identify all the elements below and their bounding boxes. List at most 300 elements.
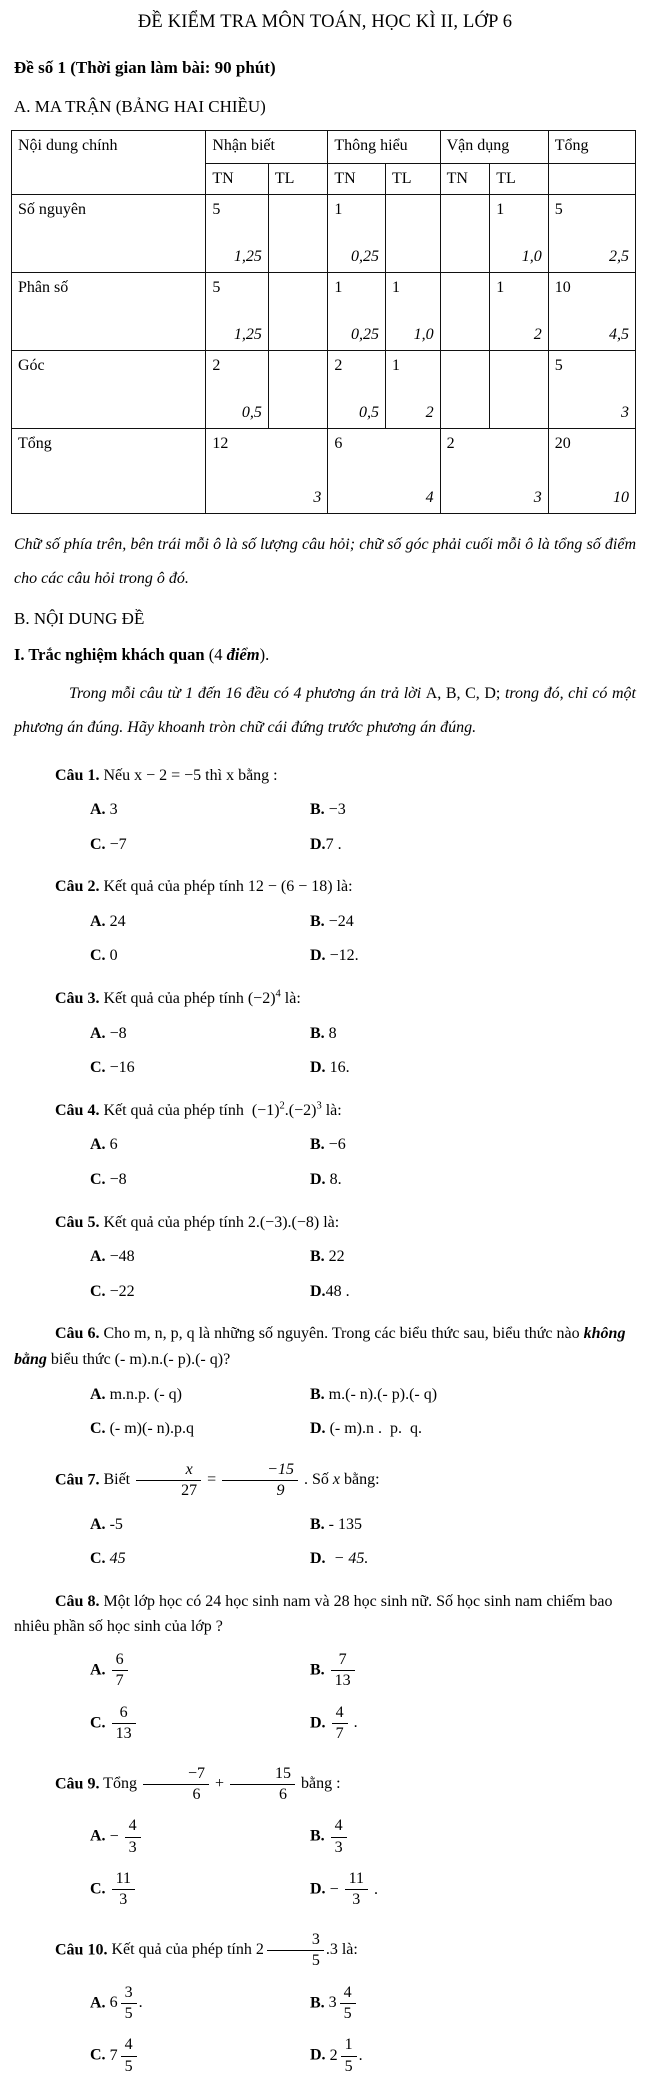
option-D	[310, 943, 636, 969]
matrix-cell	[206, 272, 269, 350]
numerator: 3	[267, 1931, 324, 1951]
instruction-roman-run: A, B, C, D;	[425, 684, 501, 702]
fraction	[121, 1984, 137, 2024]
matrix-subcol-tl: TL	[268, 163, 327, 194]
cell-question-count: 2	[446, 434, 455, 452]
question-label: Câu 6.	[55, 1325, 100, 1343]
option-value	[329, 1870, 378, 1909]
option-label: C.	[90, 1420, 110, 1438]
page-title: ĐỀ KIỂM TRA MÔN TOÁN, HỌC KÌ II, LỚP 6	[137, 12, 513, 32]
fraction	[341, 2036, 357, 2076]
matrix-cell	[268, 350, 327, 428]
matrix-note: Chữ số phía trên, bên trái mỗi ô là số lượng câu hỏi; chữ số góc phải cuối mỗi ô là tổng số điểm cho các câu hỏi trong ô đó.	[14, 535, 636, 587]
matrix-body	[12, 194, 636, 513]
question-label: Câu 2.	[55, 878, 100, 896]
question-label: Câu 9.	[55, 1775, 100, 1793]
cell-question-count: 1	[496, 200, 505, 218]
option-B	[310, 1512, 636, 1538]
matrix-cell-box	[496, 353, 541, 426]
question-4	[14, 1098, 636, 1193]
cell-score: 3	[533, 489, 542, 507]
cell-question-count: 1	[334, 278, 343, 296]
option-value	[110, 1550, 126, 1567]
option-A	[90, 1021, 310, 1047]
matrix-cell-box	[334, 275, 379, 348]
matrix-subcol-tl: TL	[490, 163, 548, 194]
text-run: −8	[109, 1171, 127, 1189]
option-value	[110, 1386, 182, 1403]
mcq-heading-pre: (4	[204, 645, 227, 665]
denominator: 13	[115, 1725, 132, 1743]
option-value	[329, 1650, 357, 1690]
question-text	[103, 1460, 380, 1500]
matrix-cell	[328, 350, 386, 428]
option-D	[310, 1868, 636, 1912]
matrix-subcol-empty	[548, 163, 635, 194]
matrix-subcol-tn: TN	[440, 163, 490, 194]
option-value	[110, 913, 126, 930]
text-run: −12.	[329, 947, 359, 965]
cell-score: 1,25	[233, 326, 262, 344]
question-label: Câu 1.	[55, 766, 100, 784]
text-run: là:	[321, 1101, 342, 1119]
option-value	[326, 1283, 350, 1300]
fraction	[112, 1870, 135, 1910]
numerator: 4	[331, 1817, 347, 1837]
numerator: 7	[331, 1651, 355, 1671]
option-value	[329, 913, 354, 930]
text-run: Kết quả của phép tính (−1)	[103, 1101, 280, 1119]
cell-question-count: 20	[554, 434, 571, 452]
options-grid	[14, 1382, 636, 1442]
option-label: C.	[90, 947, 110, 965]
option-value	[110, 801, 118, 818]
option-value	[329, 1817, 349, 1856]
matrix-cell-box	[334, 353, 379, 426]
fraction	[136, 1461, 201, 1501]
cell-question-count: 6	[334, 434, 343, 452]
text-run: 8.	[329, 1171, 342, 1189]
matrix-cell	[206, 194, 269, 272]
mcq-heading-points: điểm	[226, 645, 260, 665]
cell-score: 0,5	[359, 404, 379, 422]
text-run: −24	[328, 912, 354, 930]
italic-run: − 45.	[329, 1550, 369, 1568]
option-C	[90, 1167, 310, 1193]
matrix-cell	[548, 194, 635, 272]
text-run: .3 là:	[325, 1941, 358, 1959]
bold-italic-run: không bằng	[14, 1325, 630, 1369]
matrix-cell	[440, 272, 490, 350]
option-label: B.	[310, 1248, 329, 1266]
option-value	[329, 1386, 437, 1403]
text-run: 3	[109, 801, 118, 819]
option-label: A.	[90, 1994, 110, 2012]
cell-question-count: 5	[212, 200, 221, 218]
options-grid	[14, 1512, 636, 1572]
question-8	[14, 1589, 636, 1746]
option-value	[329, 1136, 346, 1153]
question-text	[103, 878, 352, 895]
option-A	[90, 1982, 310, 2026]
cell-score: 1,0	[521, 248, 542, 266]
text-run: .	[370, 1880, 378, 1898]
text-run: Biết	[103, 1471, 135, 1489]
matrix-cell	[328, 194, 386, 272]
matrix-cell-box	[447, 353, 484, 426]
matrix-cell-box	[212, 197, 262, 270]
mcq-heading-bold: I. Trắc nghiệm khách quan	[14, 645, 205, 665]
fraction	[222, 1461, 298, 1501]
option-C	[90, 943, 310, 969]
fraction	[125, 1817, 141, 1857]
question-text	[103, 1102, 341, 1119]
text-run: Kết quả của phép tính (−2)	[103, 990, 276, 1008]
matrix-cell-box	[555, 431, 629, 511]
option-D	[310, 1546, 636, 1572]
matrix-cell-box	[447, 275, 484, 348]
question-label: Câu 4.	[55, 1101, 100, 1119]
cell-score: 0,5	[241, 404, 262, 422]
option-label: C.	[90, 835, 110, 853]
text-run: bằng:	[339, 1471, 380, 1489]
matrix-cell-box	[212, 431, 321, 511]
denominator: 5	[311, 1952, 320, 1970]
denominator: 5	[344, 2057, 353, 2075]
matrix-cell	[268, 194, 327, 272]
numerator: 11	[345, 1870, 368, 1890]
exponent: 3	[316, 1100, 322, 1112]
text-run: .(−2)	[284, 1101, 317, 1119]
denominator: 6	[192, 1785, 201, 1803]
option-label: B.	[310, 1515, 329, 1533]
options-grid	[14, 797, 636, 857]
question-label: Câu 8.	[55, 1592, 100, 1610]
option-B	[310, 1649, 636, 1693]
cell-question-count: 5	[212, 278, 221, 296]
option-value	[328, 1983, 358, 2023]
matrix-cell	[440, 350, 490, 428]
matrix-subcol-tn: TN	[206, 163, 269, 194]
cell-question-count: 1	[392, 356, 400, 374]
text-run: Kết quả của phép tính 12 − (6 − 18) là:	[103, 878, 353, 896]
cell-score: 2	[533, 326, 542, 344]
fraction	[143, 1765, 209, 1805]
option-A	[90, 1132, 310, 1158]
option-B	[310, 1244, 636, 1270]
matrix-row	[12, 350, 636, 428]
option-A	[90, 1815, 310, 1859]
instruction-italic-run: Trong mỗi câu từ 1 đến 16 đều có 4 phương án trả lời	[69, 684, 426, 702]
cell-question-count: 2	[212, 356, 221, 374]
cell-question-count: 10	[554, 278, 571, 296]
question-label: Câu 3.	[55, 990, 100, 1008]
option-value	[110, 1059, 135, 1076]
fraction	[345, 1870, 368, 1910]
option-label: C.	[90, 1714, 110, 1732]
option-D	[310, 1055, 636, 1081]
denominator: 5	[124, 2005, 133, 2023]
text-run: −8	[109, 1024, 127, 1042]
option-label: A.	[90, 1248, 110, 1266]
option-label: B.	[310, 1024, 329, 1042]
denominator: 6	[279, 1785, 288, 1803]
text-run: 8	[328, 1024, 337, 1042]
option-A	[90, 1512, 310, 1538]
numerator: 6	[112, 1651, 128, 1671]
option-label: D.	[310, 2046, 330, 2064]
question-text	[103, 1214, 339, 1231]
cell-score: 2,5	[609, 248, 629, 266]
option-label: D.	[310, 947, 330, 965]
text-run: bằng :	[297, 1775, 341, 1793]
question-3	[14, 986, 636, 1081]
fraction	[230, 1765, 295, 1805]
option-label: A.	[90, 912, 110, 930]
cell-question-count: 5	[554, 200, 563, 218]
matrix-cell-box	[275, 197, 321, 270]
text-run: Một lớp học có 24 học sinh nam và 28 học sinh nữ. Số học sinh nam chiếm bao nhiêu phần số học sinh của lớp ?	[14, 1592, 617, 1636]
question-head	[14, 1929, 636, 1973]
matrix-cell-box	[555, 353, 629, 426]
option-value	[110, 1025, 127, 1042]
option-value	[110, 1650, 130, 1690]
matrix-cell	[206, 428, 328, 513]
option-label: C.	[90, 1059, 110, 1077]
denominator: 3	[334, 1838, 343, 1856]
options-grid	[14, 1132, 636, 1192]
denominator: 3	[119, 1891, 128, 1909]
option-D	[310, 1279, 636, 1305]
denominator: 3	[352, 1891, 361, 1909]
text-run: 6	[109, 1136, 118, 1154]
numerator: 6	[112, 1704, 136, 1724]
text-run: - 135	[328, 1515, 362, 1533]
option-value	[109, 1817, 143, 1856]
option-value	[110, 1248, 135, 1265]
option-value	[109, 1983, 143, 2023]
text-run: −48	[109, 1248, 135, 1266]
text-run: Nếu x − 2 = −5 thì x bằng :	[103, 766, 278, 784]
options-grid	[14, 1244, 636, 1304]
option-value	[110, 1870, 137, 1909]
matrix-cell-box	[447, 431, 542, 511]
option-label: A.	[90, 1827, 110, 1845]
fraction	[332, 1704, 348, 1744]
text-run: m.n.p. (- q)	[109, 1385, 182, 1403]
option-D	[310, 1702, 636, 1746]
text-run: m.(- n).(- p).(- q)	[328, 1385, 438, 1403]
text-run: 0	[109, 947, 118, 965]
matrix-cell	[206, 350, 269, 428]
text-run: −6	[328, 1136, 346, 1154]
option-B	[310, 1815, 636, 1859]
matrix-header-row	[12, 130, 636, 163]
option-label: B.	[310, 912, 329, 930]
option-label: D.	[310, 1171, 330, 1189]
question-10	[14, 1929, 636, 2078]
fraction	[340, 1984, 356, 2024]
denominator: 9	[276, 1482, 285, 1500]
matrix-cell	[328, 428, 440, 513]
option-label: B.	[310, 1994, 329, 2012]
cell-score: 4,5	[609, 326, 629, 344]
matrix-cell-box	[392, 275, 434, 348]
section-a-heading: A. MA TRẬN (BẢNG HAI CHIỀU)	[14, 96, 266, 116]
text-run: 48 .	[325, 1282, 350, 1300]
matrix-col-main: Nội dung chính	[12, 130, 206, 194]
fraction	[121, 2036, 137, 2076]
denominator: 7	[335, 1725, 344, 1743]
matrix-cell-box	[212, 275, 262, 348]
text-run: =	[203, 1471, 221, 1489]
exponent: 2	[279, 1100, 285, 1112]
matrix-cell-box	[212, 353, 262, 426]
mixed-number-whole: 6	[109, 1994, 118, 2012]
matrix-row-label: Tổng	[12, 428, 206, 513]
text-run: 7 .	[325, 835, 342, 853]
mcq-heading	[14, 642, 636, 668]
option-value	[330, 1550, 369, 1567]
option-value	[109, 2036, 139, 2075]
matrix-cell	[328, 272, 386, 350]
option-value	[329, 801, 346, 818]
fraction	[331, 1651, 355, 1691]
option-label: A.	[90, 801, 110, 819]
text-run: .	[138, 1994, 143, 2012]
question-7	[14, 1459, 636, 1572]
questions	[14, 763, 636, 2078]
option-C	[90, 1055, 310, 1081]
matrix-head	[12, 130, 636, 194]
option-C	[90, 1279, 310, 1305]
text-run: (- m)(- n).p.q	[109, 1420, 194, 1438]
option-B	[310, 1021, 636, 1047]
text-run: là:	[280, 990, 301, 1008]
matrix-subcol-tl: TL	[386, 163, 441, 194]
question-text	[111, 1930, 358, 1970]
text-run: −	[109, 1827, 123, 1845]
option-A	[90, 1382, 310, 1408]
cell-question-count: 5	[554, 356, 563, 374]
option-label: D.	[310, 835, 326, 853]
matrix-cell	[386, 194, 441, 272]
matrix-cell	[440, 194, 490, 272]
matrix-col-group-3: Vận dụng	[440, 130, 548, 163]
italic-run: 45	[109, 1550, 126, 1568]
option-value	[330, 1059, 350, 1076]
option-A	[90, 909, 310, 935]
denominator: 5	[124, 2057, 133, 2075]
exam-subtitle: Đề số 1 (Thời gian làm bài: 90 phút)	[14, 57, 276, 77]
cell-score: 2	[425, 404, 434, 422]
fraction	[267, 1931, 324, 1971]
option-value	[329, 1516, 362, 1533]
matrix-cell	[440, 428, 548, 513]
text-run: −16	[109, 1059, 135, 1077]
option-A	[90, 797, 310, 823]
mixed-number-whole: 7	[109, 2046, 118, 2064]
text-run: −	[329, 1880, 343, 1898]
matrix-row	[12, 194, 636, 272]
option-C	[90, 832, 310, 858]
numerator: 4	[332, 1704, 348, 1724]
text-run: −3	[328, 801, 346, 819]
option-label: A.	[90, 1136, 110, 1154]
option-D	[310, 1167, 636, 1193]
matrix-cell-box	[496, 197, 541, 270]
mcq-heading-post: ).	[259, 645, 270, 665]
matrix-table	[11, 130, 636, 514]
question-text	[14, 1325, 629, 1368]
matrix-cell	[490, 272, 548, 350]
denominator: 3	[128, 1838, 137, 1856]
question-head	[14, 763, 636, 789]
question-label: Câu 10.	[55, 1941, 108, 1959]
option-label: B.	[310, 801, 329, 819]
numerator: 4	[340, 1984, 356, 2004]
text-run: . Số	[299, 1471, 333, 1489]
matrix-total-row	[12, 428, 636, 513]
option-D	[310, 832, 636, 858]
option-label: A.	[90, 1024, 110, 1042]
cell-score: 1,25	[233, 248, 262, 266]
matrix-cell-box	[275, 275, 321, 348]
numerator: 1	[341, 2036, 357, 2056]
matrix-cell	[490, 350, 548, 428]
question-head	[14, 1210, 636, 1236]
text-run: 24	[109, 912, 126, 930]
text-run: biểu thức (- m).n.(- p).(- q)?	[46, 1351, 231, 1369]
text-run: -5	[109, 1515, 123, 1533]
matrix-cell	[548, 428, 635, 513]
question-head	[14, 1459, 636, 1503]
option-B	[310, 797, 636, 823]
option-B	[310, 1382, 636, 1408]
text-run: .	[358, 2046, 363, 2064]
option-label: B.	[310, 1385, 329, 1403]
options-grid	[14, 1021, 636, 1081]
matrix-col-group-1: Nhận biết	[206, 130, 328, 163]
matrix-cell-box	[334, 197, 379, 270]
matrix-row-label: Phân số	[12, 272, 206, 350]
matrix-row-label: Góc	[12, 350, 206, 428]
matrix-cell	[268, 272, 327, 350]
option-label: D.	[310, 1420, 330, 1438]
option-label: D.	[310, 1880, 330, 1898]
option-label: D.	[310, 1059, 330, 1077]
numerator: 4	[125, 1817, 141, 1837]
option-value	[110, 1516, 123, 1533]
option-C	[90, 1416, 310, 1442]
option-label: D.	[310, 1282, 326, 1300]
text-run: −22	[109, 1282, 135, 1300]
text-run: +	[210, 1775, 229, 1793]
cell-score: 4	[425, 489, 434, 507]
cell-score: 10	[613, 489, 629, 507]
text-run: Tổng	[103, 1775, 141, 1793]
cell-question-count: 1	[392, 278, 400, 296]
option-C	[90, 2034, 310, 2078]
numerator: 15	[230, 1765, 295, 1785]
denominator: 27	[181, 1482, 198, 1500]
text-run: Kết quả của phép tính 2.(−3).(−8) là:	[103, 1213, 340, 1231]
text-run: −7	[109, 835, 127, 853]
mixed-number-whole: 2	[255, 1941, 264, 1959]
option-value	[110, 836, 127, 853]
text-run: 22	[328, 1248, 345, 1266]
matrix-col-total: Tổng	[548, 130, 635, 163]
